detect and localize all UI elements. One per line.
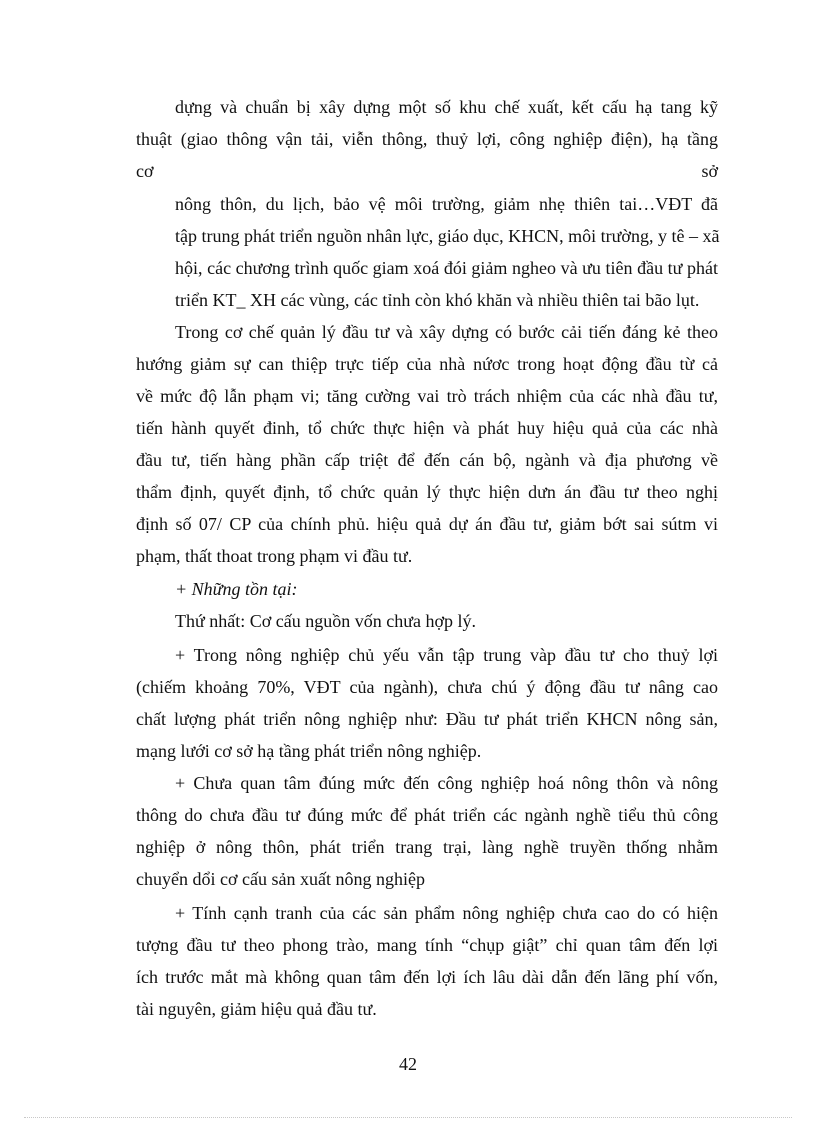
paragraph-line: phạm, thất thoat trong phạm vi đầu tư. xyxy=(136,546,413,566)
paragraph-line: tập trung phát triển nguồn nhân lực, giáo dục, KHCN, môi trường, y tê – xã xyxy=(175,226,720,246)
paragraph-line: đầu tư, tiến hàng phần cấp triệt để đến cán bộ, ngành và địa phương về xyxy=(136,450,718,470)
page-number: 42 xyxy=(399,1054,417,1074)
paragraph-line: tiến hành quyết đinh, tổ chức thực hiện và phát huy hiệu quả của các nhà xyxy=(136,418,718,438)
paragraph-line: thẩm định, quyết định, tổ chức quản lý thực hiện dưn án đầu tư theo nghị xyxy=(136,482,718,502)
page-bottom-divider xyxy=(24,1117,792,1118)
paragraph-line: ích trước mắt mà không quan tâm đến lợi ích lâu dài dẫn đến lãng phí vốn, xyxy=(136,967,718,987)
paragraph-line: + Trong nông nghiệp chủ yếu vẫn tập trung vàp đầu tư cho thuỷ lợi xyxy=(175,645,718,665)
paragraph-line: tài nguyên, giảm hiệu quả đầu tư. xyxy=(136,999,377,1019)
paragraph-line: dựng và chuẩn bị xây dựng một số khu chế xuất, kết cấu hạ tang kỹ xyxy=(175,97,718,117)
paragraph-word: sở xyxy=(701,161,718,181)
section-heading: + Những tồn tại: xyxy=(175,579,298,599)
paragraph-line: tượng đầu tư theo phong trào, mang tính “chụp giật” chỉ quan tâm đến lợi xyxy=(136,935,718,955)
paragraph-line: Thứ nhất: Cơ cấu nguồn vốn chưa hợp lý. xyxy=(175,611,476,631)
paragraph-line: Trong cơ chế quản lý đầu tư và xây dựng có bước cải tiến đáng kẻ theo xyxy=(175,322,718,342)
paragraph-line: thông do chưa đầu tư đúng mức để phát triển các ngành nghề tiểu thủ công xyxy=(136,805,718,825)
paragraph-line: + Tính cạnh tranh của các sản phẩm nông nghiệp chưa cao do có hiện xyxy=(175,903,718,923)
paragraph-line: chất lượng phát triển nông nghiệp như: Đầu tư phát triển KHCN nông sản, xyxy=(136,709,718,729)
paragraph-line: + Chưa quan tâm đúng mức đến công nghiệp hoá nông thôn và nông xyxy=(175,773,718,793)
split-line xyxy=(136,160,718,182)
paragraph-line: chuyển dổi cơ cấu sản xuất nông nghiệp xyxy=(136,869,425,889)
paragraph-line: về mức độ lẫn phạm vi; tăng cường vai trò trách nhiệm của các nhà đầu tư, xyxy=(136,386,718,406)
paragraph-word: cơ xyxy=(136,161,154,181)
paragraph-line: nghiệp ở nông thôn, phát triển trang trại, làng nghề truyền thống nhằm xyxy=(136,837,718,857)
paragraph-line: định số 07/ CP của chính phủ. hiệu quả dự án đầu tư, giảm bớt sai sútm vi xyxy=(136,514,718,534)
paragraph-line: triển KT_ XH các vùng, các tỉnh còn khó khăn và nhiều thiên tai bão lụt. xyxy=(175,290,700,310)
paragraph-line: thuật (giao thông vận tải, viễn thông, thuỷ lợi, công nghiệp điện), hạ tầng xyxy=(136,129,718,149)
paragraph-line: hướng giảm sự can thiệp trực tiếp của nhà nứơc trong hoạt động đầu từ cả xyxy=(136,354,718,374)
paragraph-line: hội, các chương trình quốc giam xoá đói giảm ngheo và ưu tiên đầu tư phát xyxy=(175,258,718,278)
paragraph-line: (chiếm khoảng 70%, VĐT của ngành), chưa chú ý động đầu tư nâng cao xyxy=(136,677,718,697)
paragraph-line: nông thôn, du lịch, bảo vệ môi trường, giảm nhẹ thiên tai…VĐT đã xyxy=(175,194,718,214)
paragraph-line: mạng lưới cơ sở hạ tầng phát triển nông nghiệp. xyxy=(136,741,482,761)
